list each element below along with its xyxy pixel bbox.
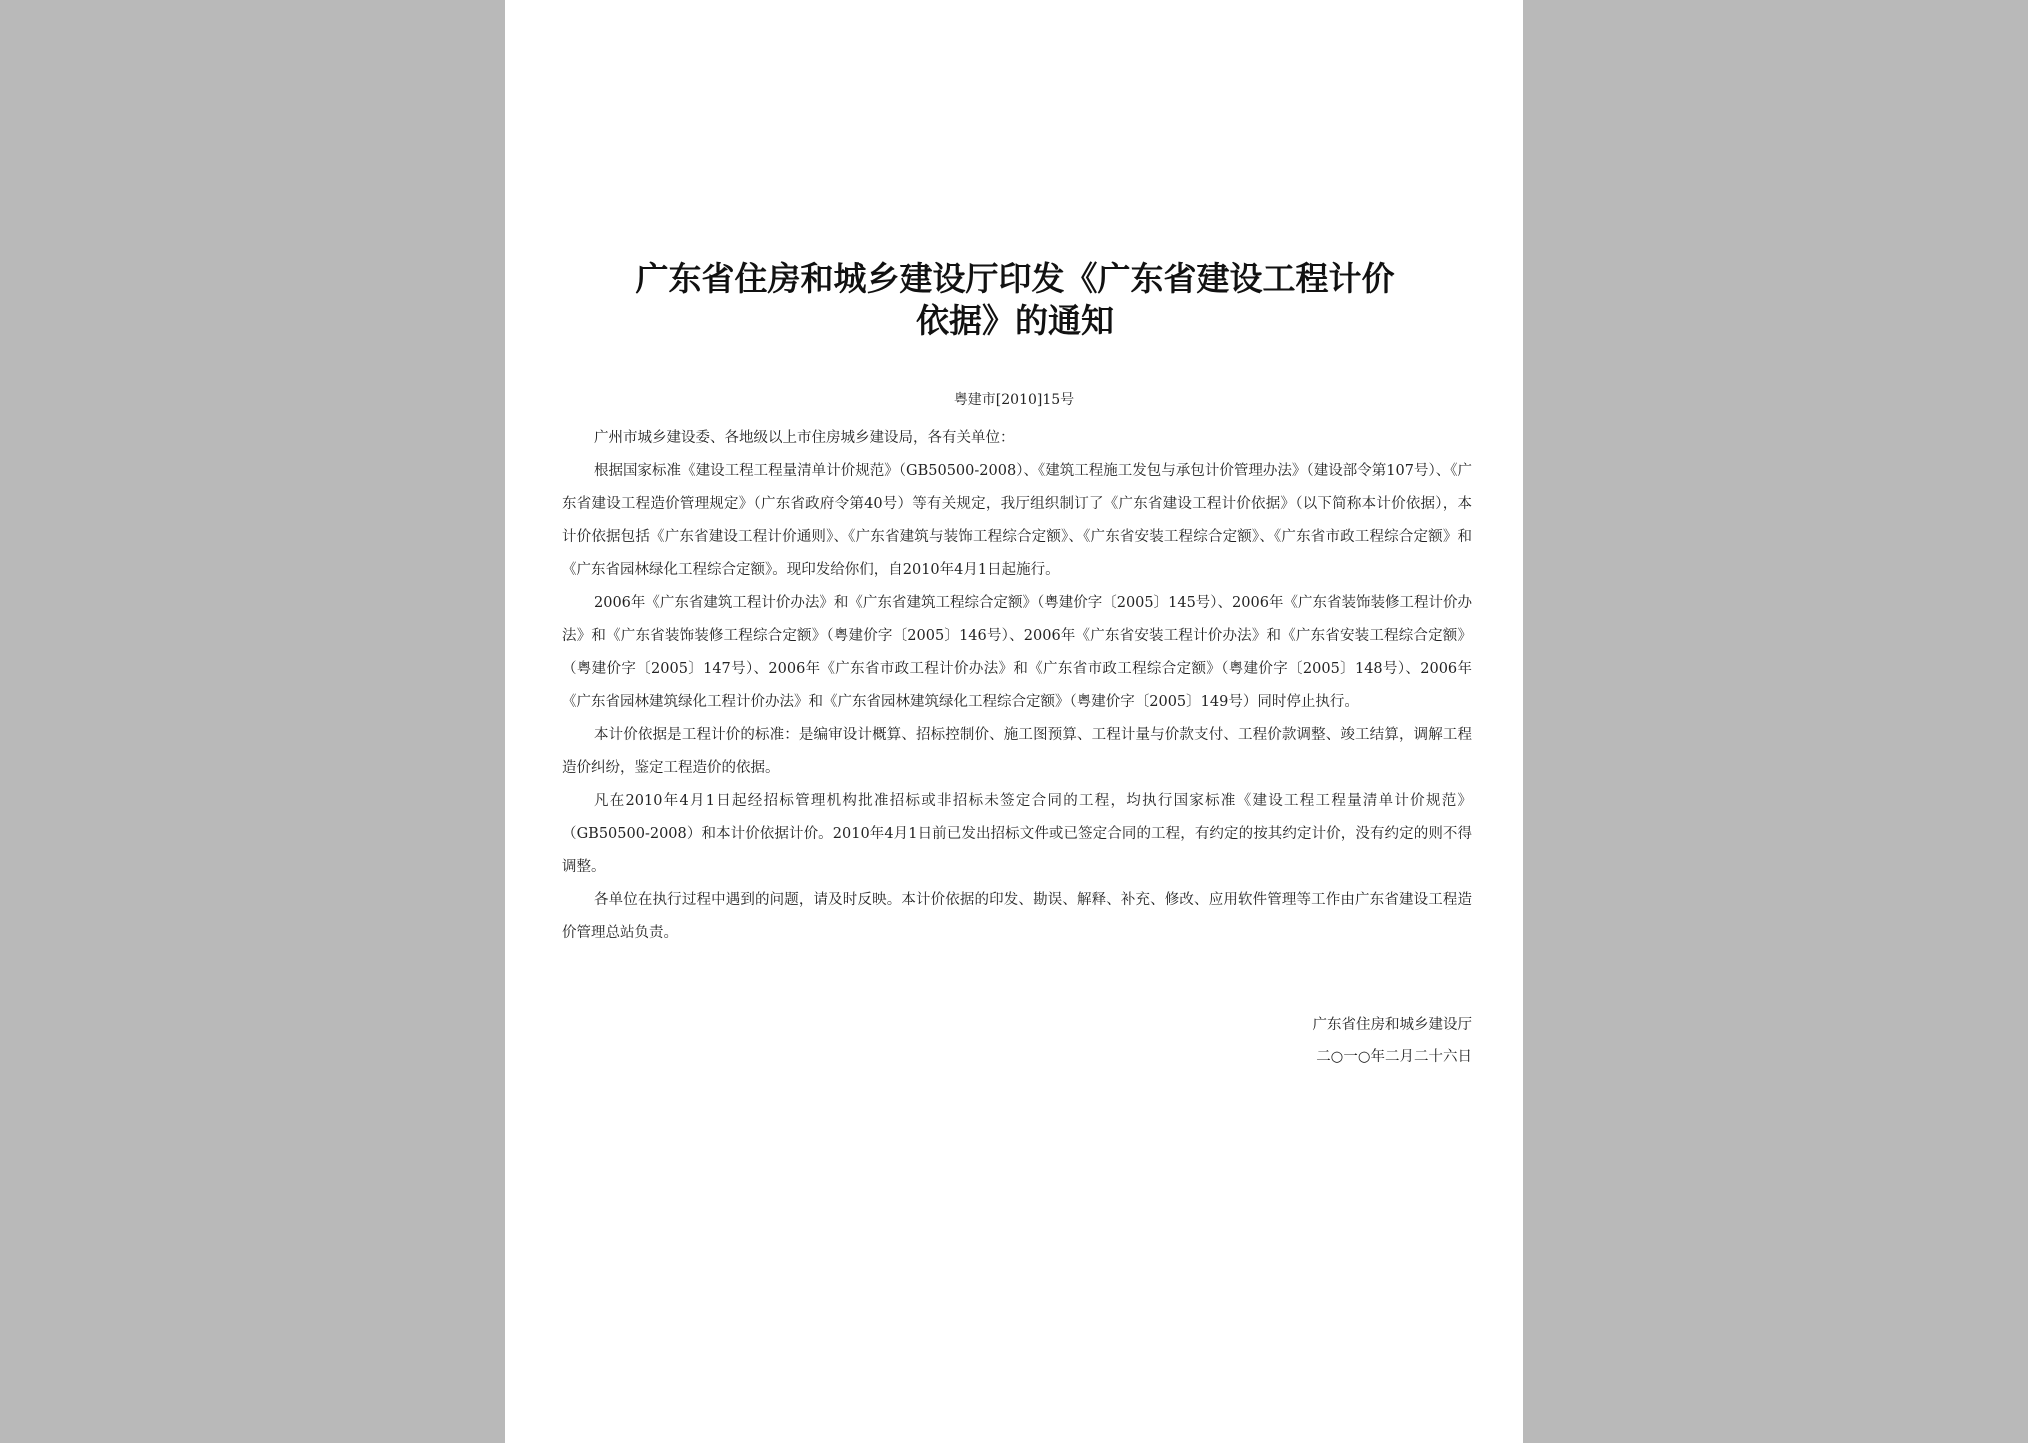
paragraph-5: 各单位在执行过程中遇到的问题，请及时反映。本计价依据的印发、勘误、解释、补充、修改、应用软件管理等工作由广东省建设工程造价管理总站负责。 — [562, 892, 1472, 941]
document-title — [565, 258, 1465, 342]
paragraph-3: 本计价依据是工程计价的标准：是编审设计概算、招标控制价、施工图预算、工程计量与价款支付、工程价款调整、竣工结算，调解工程造价纠纷，鉴定工程造价的依据。 — [562, 727, 1472, 776]
paragraph-1: 根据国家标准《建设工程工程量清单计价规范》（GB50500-2008）、《建筑工程施工发包与承包计价管理办法》（建设部令第107号）、《广东省建设工程造价管理规定》（广东省政府令第40号）等有关规定，我厅组织制订了《广东省建设工程计价依据》（以下简称本计价依据），本计价依据包括《广东省建设工程计价通则》、《广东省建筑与装饰工程综合定额》、《广东省安装工程综合定额》、《广东省市政工程综合定额》和《广东省园林绿化工程综合定额》。现印发给你们，自2010年4月1日起施行。 — [562, 463, 1472, 578]
title-line-2: 依据》的通知 — [916, 301, 1114, 340]
addressee: 广州市城乡建设委、各地级以上市住房城乡建设局，各有关单位： — [594, 430, 1015, 446]
paragraph-2: 2006年《广东省建筑工程计价办法》和《广东省建筑工程综合定额》（粤建价字〔2005〕145号）、2006年《广东省装饰装修工程计价办法》和《广东省装饰装修工程综合定额》（粤建价字〔2005〕146号）、2006年《广东省安装工程计价办法》和《广东省安装工程综合定额》（粤建价字〔2005〕147号）、2006年《广东省市政工程计价办法》和《广东省市政工程综合定额》（粤建价字〔2005〕148号）、2006年《广东省园林建筑绿化工程计价办法》和《广东省园林建筑绿化工程综合定额》（粤建价字〔2005〕149号）同时停止执行。 — [562, 595, 1472, 710]
document-page — [505, 0, 1523, 1443]
document-number: 粤建市[2010]15号 — [953, 392, 1075, 408]
signature-date: 二○一○年二月二十六日 — [1316, 1049, 1472, 1065]
document-body — [562, 422, 1472, 950]
signature-organization: 广东省住房和城乡建设厅 — [1312, 1017, 1472, 1033]
paragraph-4: 凡在2010年4月1日起经招标管理机构批准招标或非招标未签定合同的工程，均执行国家标准《建设工程工程量清单计价规范》（GB50500-2008）和本计价依据计价。2010年4月1日前已发出招标文件或已签定合同的工程，有约定的按其约定计价，没有约定的则不得调整。 — [562, 793, 1472, 875]
title-line-1: 广东省住房和城乡建设厅印发《广东省建设工程计价 — [635, 259, 1395, 298]
